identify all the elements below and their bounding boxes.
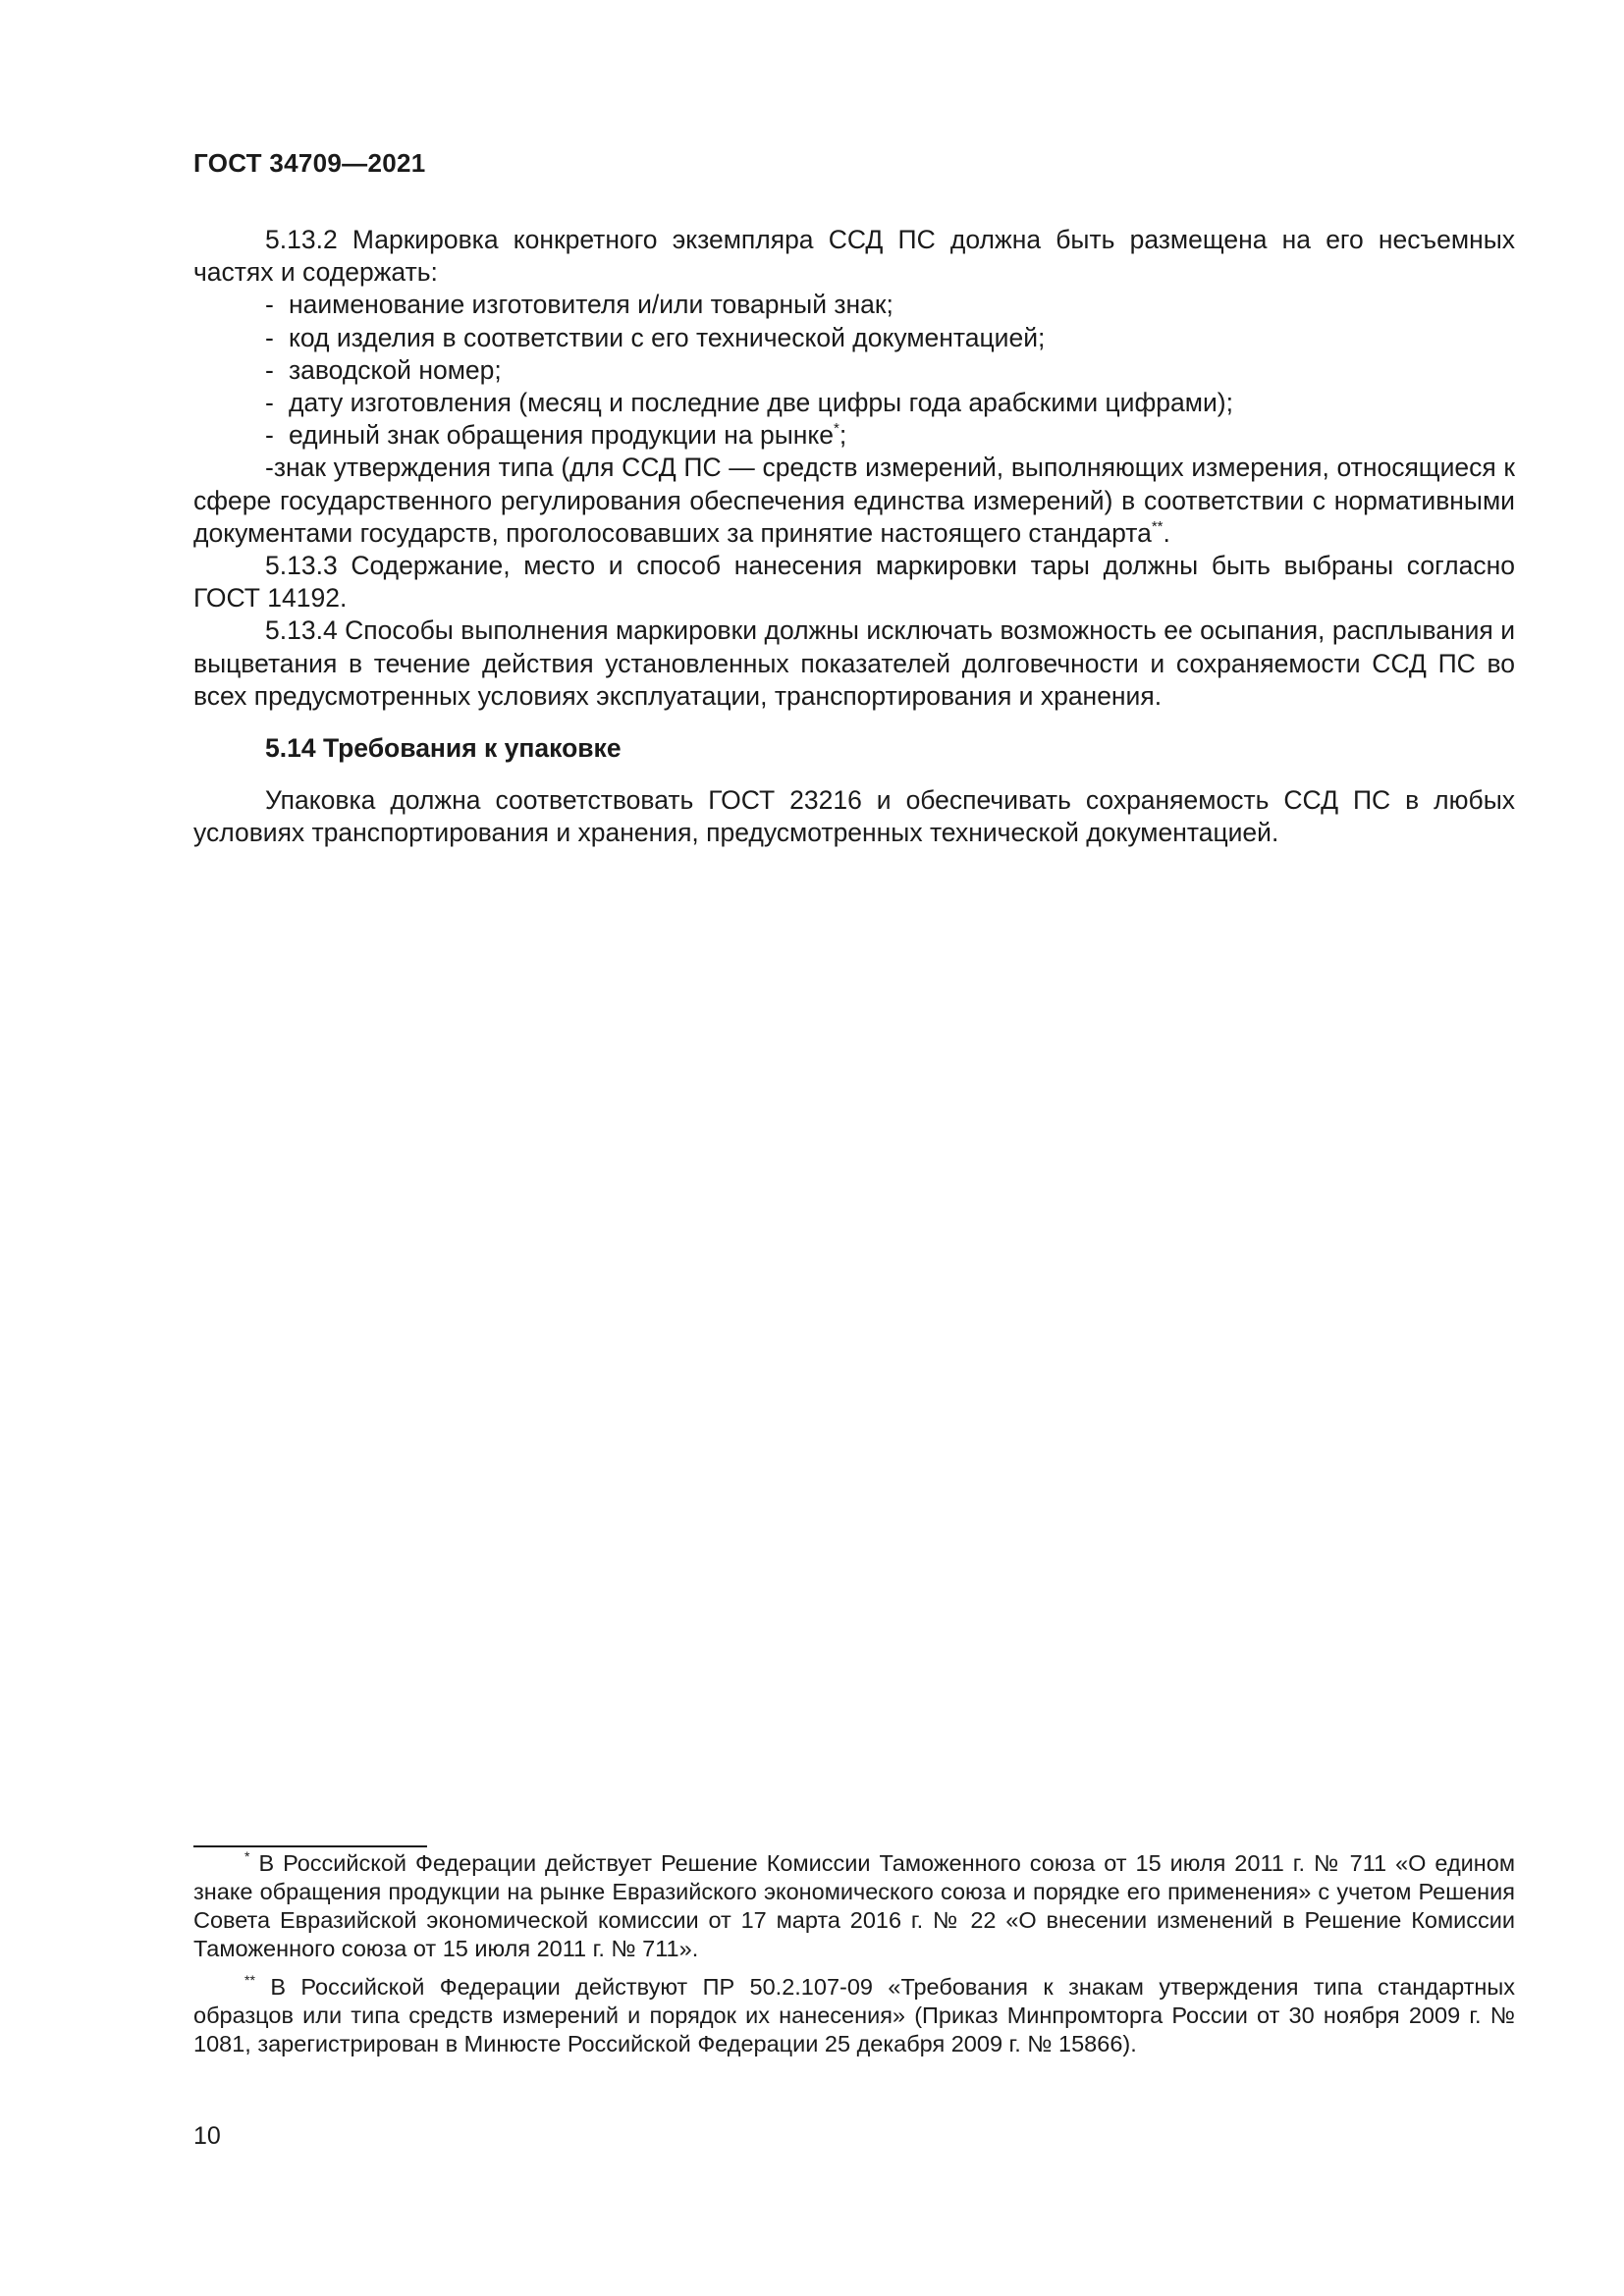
footnotes (193, 1849, 1515, 2068)
list-item-approval-mark: -знак утверждения типа (для ССД ПС — средств измерений, выполняющих измерения, относящиеся к сфере государственного регулирования обеспечения единства измерений) в соответствии с нормативными документами государств, проголосовавших за принятие настоящего стандарта**. (193, 453, 1515, 548)
list-item: - дату изготовления (месяц и последние две цифры года арабскими цифрами); (193, 387, 1515, 419)
list-item: - код изделия в соответствии с его технической документацией; (193, 322, 1515, 354)
paragraph-5-13-4: 5.13.4 Способы выполнения маркировки должны исключать возможность ее осыпания, расплывания и выцветания в течение действия установленных показателей долговечности и сохраняемости ССД ПС во всех предусмотренных условиях эксплуатации, транспортирования и хранения. (193, 615, 1515, 711)
footnote-ref-1: * (834, 420, 839, 438)
list-dash: - (265, 388, 274, 418)
list-item: - наименование изготовителя и/или товарный знак; (193, 289, 1515, 321)
page-number: 10 (193, 2122, 221, 2150)
main-body (193, 224, 1515, 850)
footnote-separator (193, 1845, 427, 1847)
list-dash: - (265, 420, 274, 451)
footnote-2: ** В Российской Федерации действуют ПР 50.2.107-09 «Требования к знакам утверждения типа стандартных образцов или типа средств измерений и порядок их нанесения» (Приказ Минпромторга России от 30 ноября 2009 г. № 1081, зарегистрирован в Минюсте Российской Федерации 25 декабря 2009 г. № 15866). (193, 1972, 1516, 2056)
paragraph-5-13-3: 5.13.3 Содержание, место и способ нанесения маркировки тары должны быть выбраны согласно ГОСТ 14192. (193, 551, 1515, 614)
footnote-1: * В Российской Федерации действует Решение Комиссии Таможенного союза от 15 июля 2011 г. № 711 «О едином знаке обращения продукции на рынке Евразийского экономического союза и порядке его применения» с учетом Решения Совета Евразийской экономической комиссии от 17 марта 2016 г. № 22 «О внесении изменений в Решение Комиссии Таможенного союза от 15 июля 2011 г. № 711». (193, 1848, 1515, 1961)
paragraph-5-13-2: 5.13.2 Маркировка конкретного экземпляра ССД ПС должна быть размещена на его несъемных частях и содержать: (193, 225, 1515, 288)
list-item: - заводской номер; (193, 354, 1515, 387)
list-item: - единый знак обращения продукции на рынке*; (193, 419, 1515, 452)
document-header: ГОСТ 34709—2021 (193, 148, 426, 178)
footnote-mark-2: ** (244, 1972, 255, 1988)
list-dash: - (265, 322, 274, 352)
list-dash: - (265, 354, 274, 385)
list-dash: - (265, 290, 274, 320)
footnote-mark-1: * (244, 1848, 250, 1864)
list-dash: - (265, 453, 274, 483)
paragraph-5-14: Упаковка должна соответствовать ГОСТ 23216 и обеспечивать сохраняемость ССД ПС в любых условиях транспортирования и хранения, предусмотренных технической документацией. (193, 785, 1515, 848)
section-title-5-14: 5.14 Требования к упаковке (265, 733, 622, 764)
footnote-ref-2: ** (1151, 517, 1164, 535)
